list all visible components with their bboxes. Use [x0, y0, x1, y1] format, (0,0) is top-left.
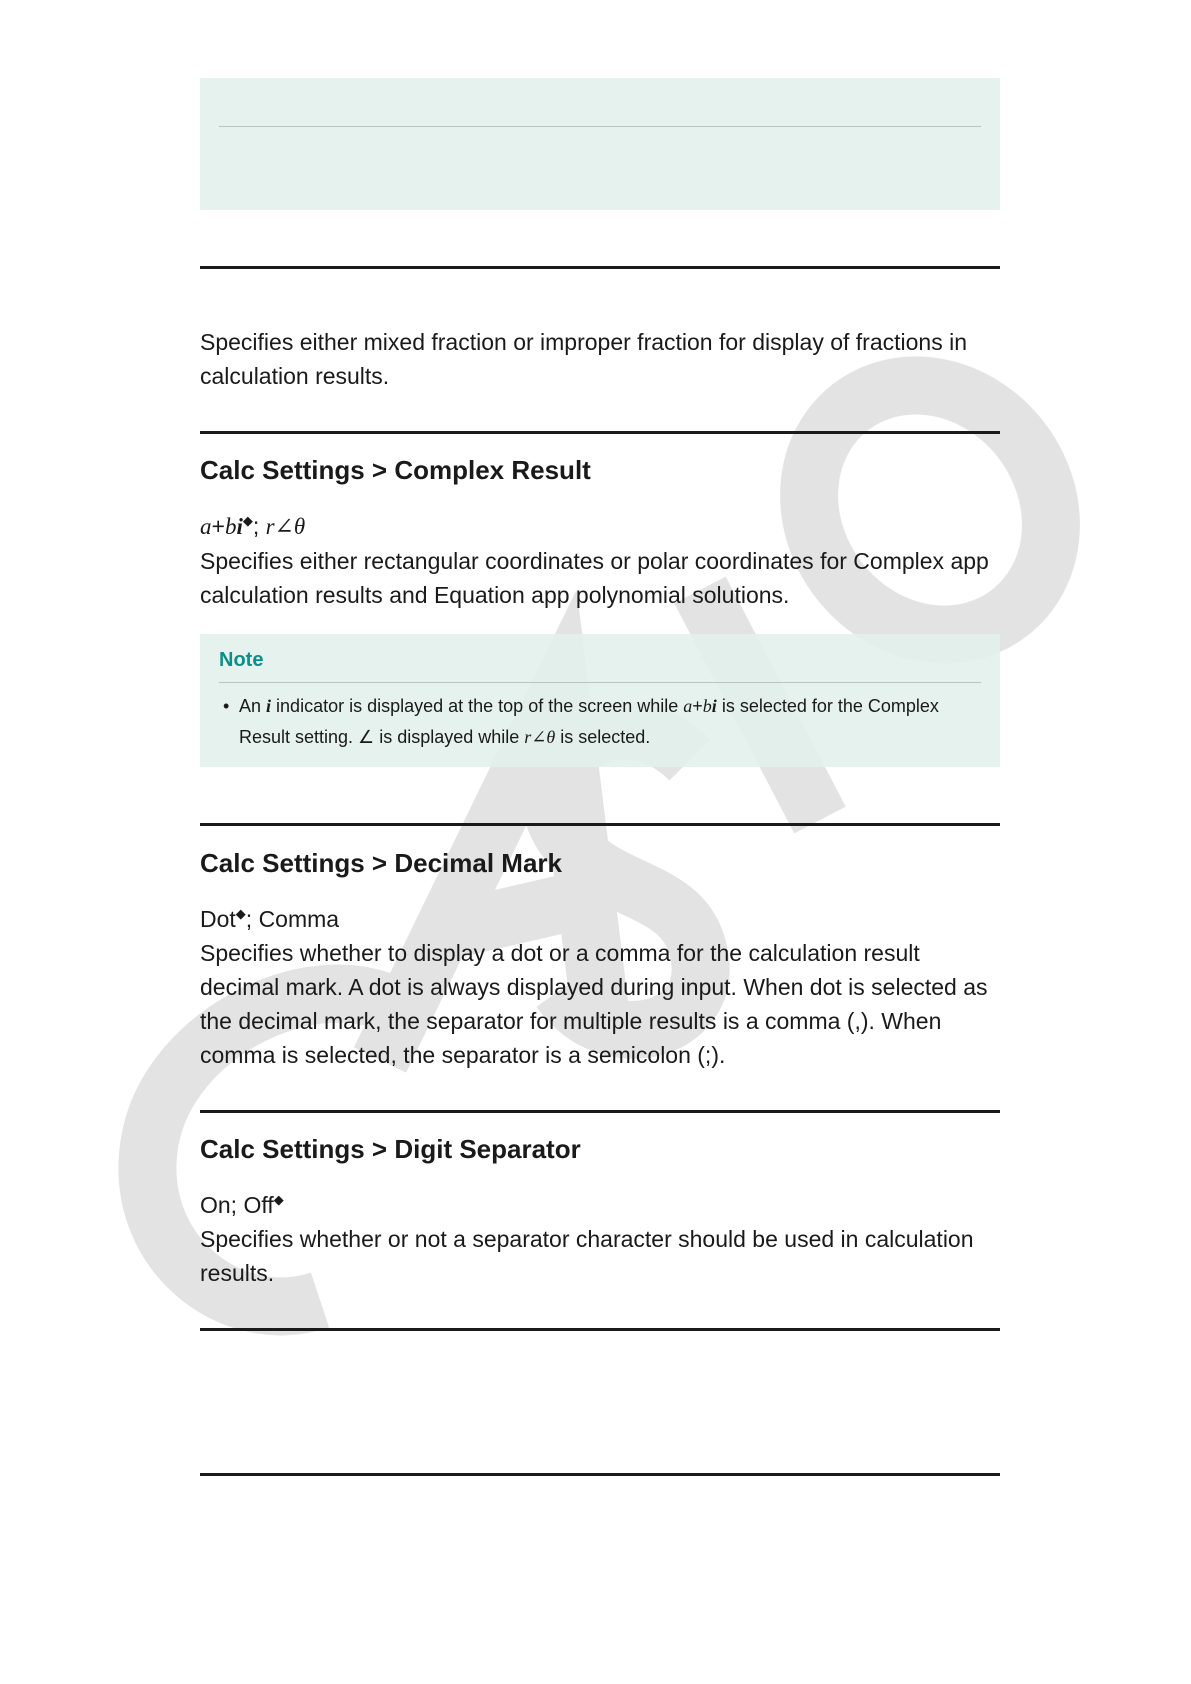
note-text-part: is selected for the Complex Result setting. ∠ is displayed while: [239, 696, 939, 747]
option-on-off: On; Off: [200, 1192, 274, 1218]
option-polar: r∠θ: [265, 514, 306, 539]
note-abi-i: i: [711, 696, 717, 716]
note-i-symbol: i: [266, 696, 272, 716]
default-diamond-icon: ◆: [235, 906, 246, 921]
page-content: [200, 78, 1000, 1476]
option-separator: ;: [252, 513, 260, 539]
section-divider: [200, 1473, 1000, 1476]
option-a: a: [200, 514, 212, 539]
complex-result-title: Calc Settings > Complex Result: [200, 455, 591, 485]
digit-separator-title: Calc Settings > Digit Separator: [200, 1134, 581, 1164]
empty-section: [200, 1331, 1000, 1473]
option-b: b: [224, 514, 237, 539]
option-comma: ; Comma: [245, 906, 340, 932]
top-note-box: [200, 78, 1000, 210]
section-divider: [200, 431, 1000, 434]
section-divider: [200, 266, 1000, 269]
note-text-part: indicator is displayed at the top of the screen while: [271, 696, 684, 716]
fraction-result-description: Specifies either mixed fraction or improper fraction for display of fractions in calculation results.: [200, 329, 967, 389]
digit-separator-description: Specifies whether or not a separator character should be used in calculation results.: [200, 1226, 974, 1286]
note-text: [219, 691, 981, 753]
decimal-mark-title: Calc Settings > Decimal Mark: [200, 848, 562, 878]
top-note-divider: [219, 126, 981, 127]
decimal-mark-options: [200, 897, 1000, 936]
section-divider: [200, 823, 1000, 826]
note-title: Note: [219, 649, 264, 671]
complex-note-box: [200, 634, 1000, 767]
top-note-title: [219, 92, 981, 116]
default-diamond-icon: ◆: [273, 1192, 284, 1207]
note-text-part: is selected.: [555, 727, 651, 747]
option-plus: +: [211, 513, 225, 539]
complex-result-description: Specifies either rectangular coordinates or polar coordinates for Complex app calculation results and Equation app polynomial solutions.: [200, 548, 989, 608]
note-divider: [219, 682, 981, 683]
note-text-part: An: [239, 696, 267, 716]
decimal-mark-description: Specifies whether to display a dot or a comma for the calculation result decimal mark. A dot is always displayed during input. When dot is selected as the decimal mark, the separator for multiple results is a comma (,). When comma is selected, the separator is a semicolon (;).: [200, 940, 988, 1068]
note-abi-a: a: [683, 696, 693, 716]
option-dot: Dot: [200, 906, 236, 932]
default-diamond-icon: ◆: [242, 513, 253, 528]
complex-result-options: [200, 504, 1000, 544]
digit-separator-options: [200, 1183, 1000, 1222]
bullet-icon: •: [223, 696, 230, 716]
note-abi-plus: +: [692, 696, 703, 716]
note-abi-b: b: [702, 696, 712, 716]
section-divider: [200, 1110, 1000, 1113]
option-i: i: [236, 514, 243, 539]
note-polar: r∠θ: [524, 727, 556, 747]
